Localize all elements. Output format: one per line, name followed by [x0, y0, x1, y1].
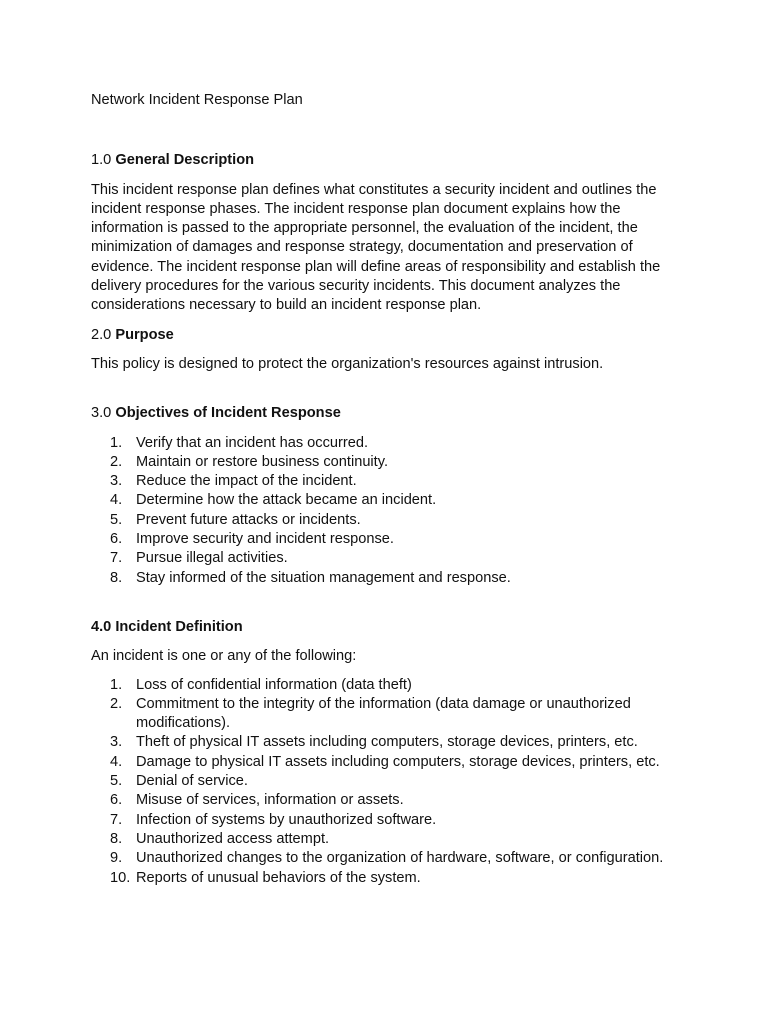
list-text: Reduce the impact of the incident.	[136, 473, 357, 490]
list-number: 9.	[110, 850, 123, 867]
list-number: 5.	[110, 773, 123, 790]
list-item	[91, 830, 691, 849]
section-number: 2.0	[91, 326, 112, 343]
list-item	[91, 753, 691, 772]
list-item	[91, 811, 691, 830]
document-title: Network Incident Response Plan	[91, 92, 303, 108]
list-item	[91, 472, 691, 491]
list-item	[91, 676, 691, 695]
list-number: 1.	[110, 434, 123, 451]
list-item	[91, 511, 691, 530]
list-text: Theft of physical IT assets including computers, storage devices, printers, etc.	[136, 734, 638, 751]
list-number: 2.	[110, 695, 123, 712]
list-number: 8.	[110, 830, 123, 847]
objectives-list	[91, 434, 691, 588]
list-number: 6.	[110, 792, 123, 809]
list-number: 6.	[110, 531, 123, 548]
list-number: 4.	[110, 492, 123, 509]
list-text: Stay informed of the situation management and response.	[136, 569, 511, 586]
list-number: 4.	[110, 753, 123, 770]
section-title: Objectives of Incident Response	[115, 405, 341, 422]
list-text: Infection of systems by unauthorized software.	[136, 811, 437, 828]
incident-definition-intro: An incident is one or any of the following:	[91, 648, 357, 665]
list-number: 2.	[110, 453, 123, 470]
list-text: Misuse of services, information or assets.	[136, 792, 404, 809]
list-item	[91, 491, 691, 510]
list-number: 8.	[110, 569, 123, 586]
list-text: Pursue illegal activities.	[136, 550, 288, 567]
list-item	[91, 530, 691, 549]
list-text: Commitment to the integrity of the information (data damage or unauthorized modifications).	[136, 695, 631, 732]
section-title: General Description	[115, 152, 255, 169]
section-heading-incident-definition	[91, 618, 691, 637]
list-item	[91, 434, 691, 453]
purpose-paragraph: This policy is designed to protect the organization's resources against intrusion.	[91, 355, 604, 372]
list-number: 3.	[110, 734, 123, 751]
section-heading-objectives	[91, 404, 691, 423]
list-text: Denial of service.	[136, 773, 248, 790]
incident-definition-list	[91, 676, 691, 888]
section-number: 3.0	[91, 405, 112, 422]
list-item	[91, 849, 691, 868]
list-text: Loss of confidential information (data theft)	[136, 676, 412, 693]
list-number: 7.	[110, 811, 123, 828]
document-page	[91, 91, 691, 888]
list-number: 7.	[110, 550, 123, 567]
list-number: 5.	[110, 511, 123, 528]
list-text: Reports of unusual behaviors of the system.	[136, 869, 421, 886]
list-item	[91, 695, 691, 734]
list-number: 3.	[110, 473, 123, 490]
list-text: Determine how the attack became an incident.	[136, 492, 437, 509]
list-item	[91, 869, 691, 888]
list-text: Verify that an incident has occurred.	[136, 434, 369, 451]
list-text: Prevent future attacks or incidents.	[136, 511, 361, 528]
list-text: Unauthorized changes to the organization of hardware, software, or configuration.	[136, 850, 664, 867]
list-number: 1.	[110, 676, 123, 693]
list-item	[91, 733, 691, 752]
section-title: Purpose	[115, 326, 174, 343]
list-text: Damage to physical IT assets including computers, storage devices, printers, etc.	[136, 753, 660, 770]
list-item	[91, 569, 691, 588]
section-title: 4.0 Incident Definition	[91, 618, 243, 635]
section-heading-general-description	[91, 151, 691, 170]
section-number: 1.0	[91, 152, 112, 169]
list-item	[91, 791, 691, 810]
list-text: Maintain or restore business continuity.	[136, 453, 388, 470]
list-item	[91, 453, 691, 472]
general-description-paragraph: This incident response plan defines what constitutes a security incident and outlines the incident response phases. The incident response plan document explains how the information is passed to the appropriate personnel, the evaluation of the incident, the minimization of damages and response strategy, documentation and preservation of evidence. The incident response plan will define areas of responsibility and establish the delivery procedures for the various security incidents. This document analyzes the considerations necessary to build an incident response plan.	[91, 181, 661, 314]
list-item	[91, 772, 691, 791]
section-heading-purpose	[91, 326, 691, 345]
list-text: Improve security and incident response.	[136, 531, 394, 548]
list-text: Unauthorized access attempt.	[136, 830, 330, 847]
list-number: 10.	[110, 869, 131, 886]
list-item	[91, 549, 691, 568]
